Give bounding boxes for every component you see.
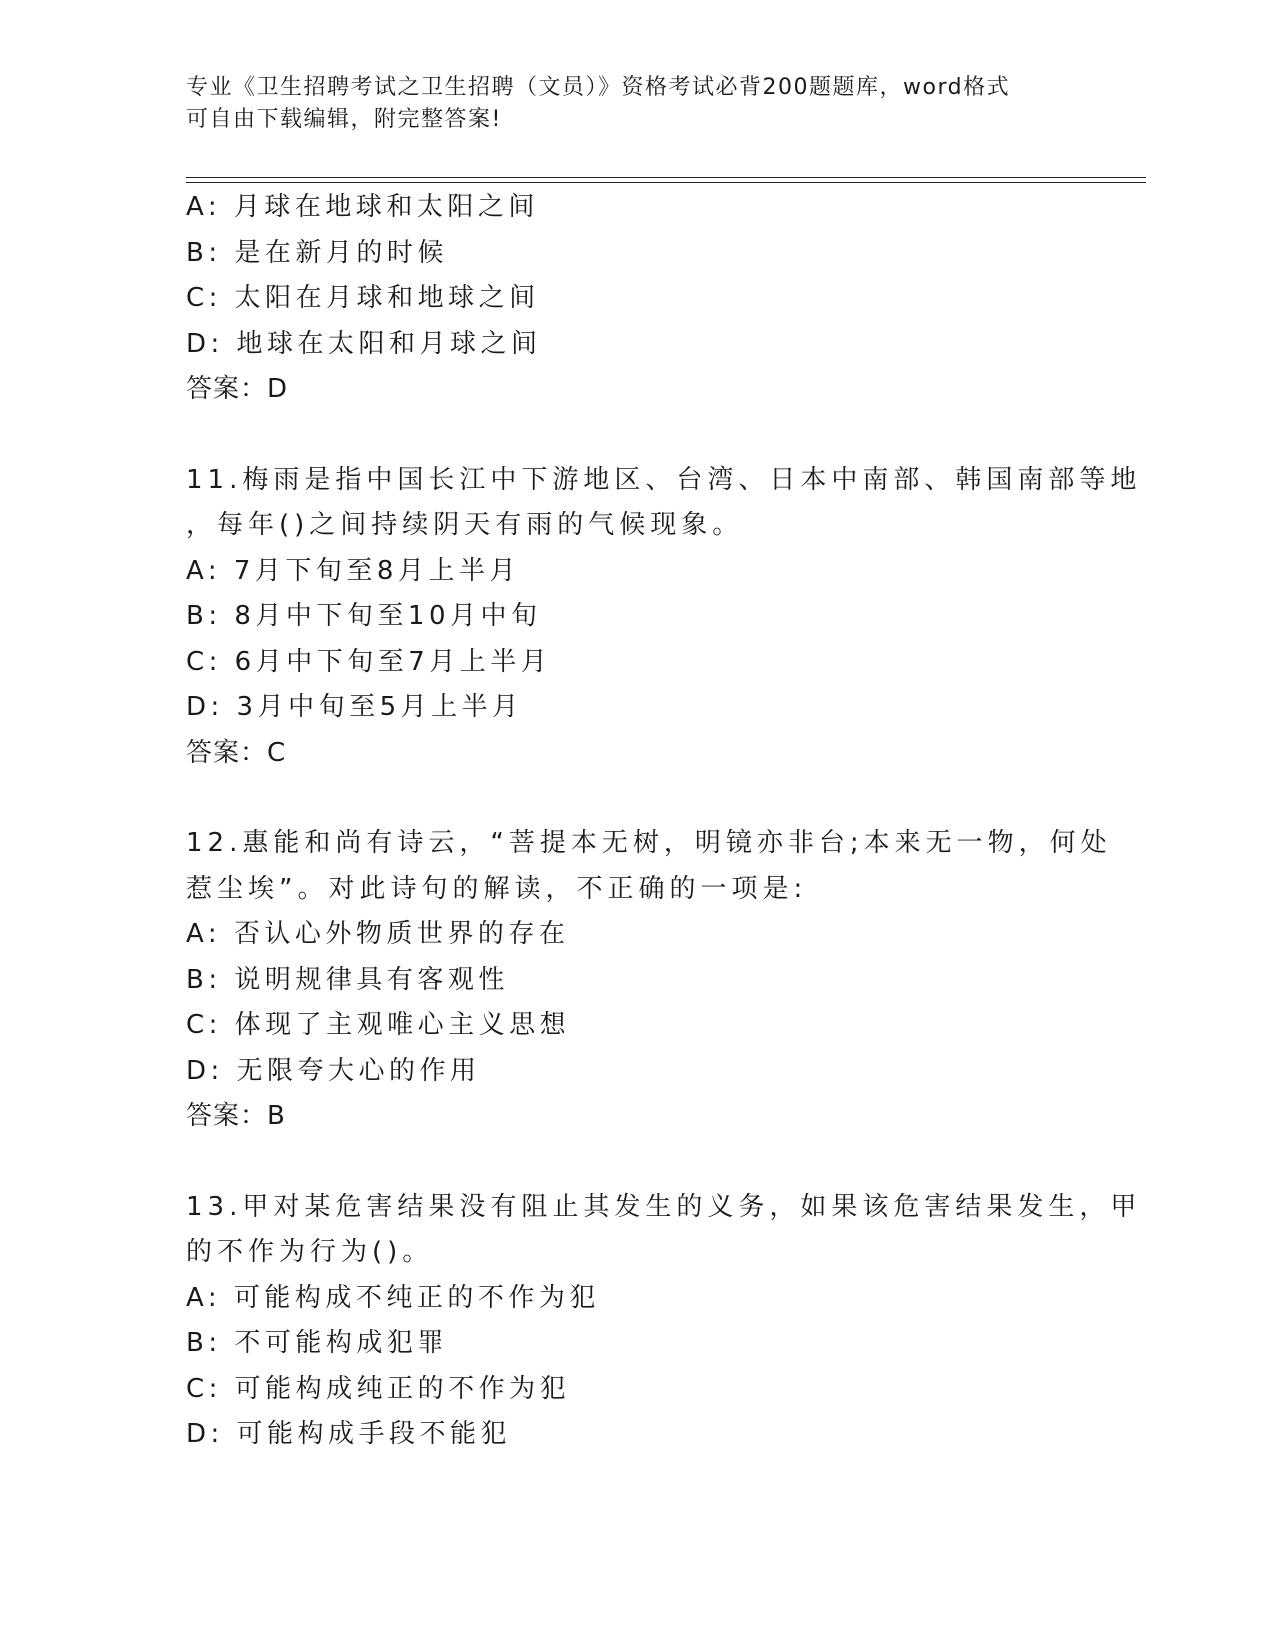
option-a: A: 可能构成不纯正的不作为犯 — [186, 1282, 600, 1313]
stem-line-1: 13.甲对某危害结果没有阻止其发生的义务，如果该危害结果发生，甲 — [186, 1191, 1142, 1222]
header-divider-top — [186, 177, 1146, 178]
option-b: B: 是在新月的时候 — [186, 237, 448, 268]
document-header — [186, 72, 1086, 136]
question-list — [186, 185, 1142, 1458]
stem-line-2: 惹尘埃”。对此诗句的解读，不正确的一项是: — [186, 873, 808, 904]
question-stem — [186, 821, 1112, 912]
option-c: C: 太阳在月球和地球之间 — [186, 283, 540, 313]
option-b: B: 不可能构成犯罪 — [186, 1328, 448, 1358]
question-block-13 — [186, 1185, 1142, 1458]
question-stem — [186, 1185, 1142, 1276]
option-a: A: 月球在地球和太阳之间 — [186, 192, 539, 222]
stem-line-1: 12.惠能和尚有诗云，“菩提本无树，明镜亦非台;本来无一物，何处 — [186, 828, 1112, 858]
option-c: C: 6月中下旬至7月上半月 — [186, 646, 552, 677]
answer: 答案：B — [186, 1101, 286, 1131]
option-c: C: 可能构成纯正的不作为犯 — [186, 1373, 571, 1404]
option-d: D: 可能构成手段不能犯 — [186, 1419, 512, 1449]
option-b: B: 说明规律具有客观性 — [186, 964, 509, 995]
header-line-1: 专业《卫生招聘考试之卫生招聘（文员）》资格考试必背200题题库，word格式 — [186, 75, 1011, 100]
header-line-2: 可自由下载编辑，附完整答案! — [186, 107, 502, 132]
option-d: D: 无限夸大心的作用 — [186, 1055, 481, 1086]
question-block-12 — [186, 821, 1112, 1140]
option-d: D: 地球在太阳和月球之间 — [186, 328, 542, 359]
answer: 答案：C — [186, 737, 287, 768]
question-block-11 — [186, 458, 1142, 777]
spacer — [186, 413, 1086, 458]
option-d: D: 3月中旬至5月上半月 — [186, 692, 523, 722]
stem-line-1: 11.梅雨是指中国长江中下游地区、台湾、日本中南部、韩国南部等地 — [186, 464, 1142, 495]
stem-line-2: ，每年()之间持续阴天有雨的气候现象。 — [186, 510, 744, 540]
stem-line-2: 的不作为行为()。 — [186, 1237, 434, 1267]
question-block-10 — [186, 185, 1086, 413]
option-a: A: 否认心外物质世界的存在 — [186, 919, 570, 949]
spacer — [186, 1140, 1086, 1185]
option-a: A: 7月下旬至8月上半月 — [186, 555, 520, 586]
answer: 答案：D — [186, 374, 289, 404]
header-divider-bottom — [186, 182, 1146, 183]
question-stem — [186, 458, 1142, 549]
option-b: B: 8月中下旬至10月中旬 — [186, 601, 542, 631]
spacer — [186, 776, 1086, 821]
option-c: C: 体现了主观唯心主义思想 — [186, 1010, 571, 1040]
